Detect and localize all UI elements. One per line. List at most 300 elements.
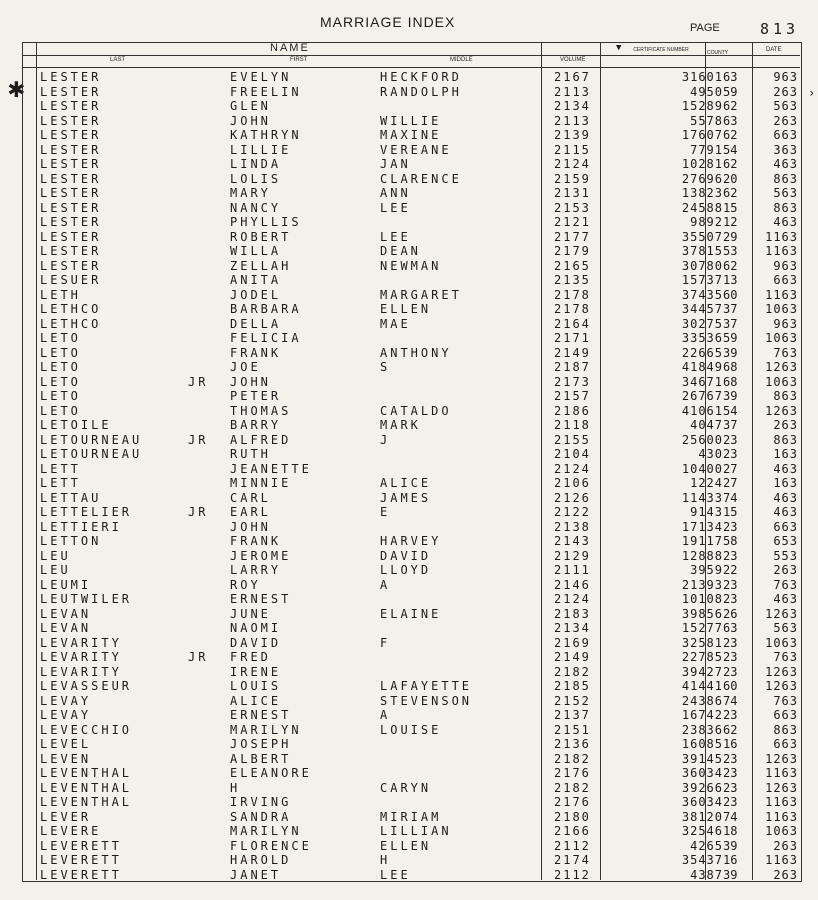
date-cell: 1263 <box>765 606 798 621</box>
star-icon: ✱ <box>8 71 25 104</box>
volume-cell: 2143 <box>554 534 591 548</box>
table-row <box>40 853 800 868</box>
county-cell: 13 <box>723 273 738 287</box>
last-name-cell: LETT <box>40 476 81 490</box>
date-cell: 653 <box>773 534 798 548</box>
table-row <box>40 317 800 332</box>
first-name-cell: JOSEPH <box>230 737 292 751</box>
volume-cell: 2178 <box>554 302 591 316</box>
certificate-cell: 38120 <box>681 809 723 824</box>
first-name-cell: PHYLLIS <box>230 215 302 229</box>
county-cell: 39 <box>723 389 738 403</box>
table-row <box>40 302 800 317</box>
date-cell: 1263 <box>765 751 798 766</box>
date-cell: 1263 <box>765 360 798 374</box>
certificate-cell: 25600 <box>681 432 723 447</box>
certificate-cell: 10108 <box>681 592 723 606</box>
county-cell: 54 <box>723 142 738 157</box>
date-cell: 1163 <box>765 853 798 867</box>
first-name-cell: CARL <box>230 490 271 505</box>
county-cell: 62 <box>723 258 738 273</box>
date-cell: 763 <box>773 345 798 360</box>
volume-cell: 2166 <box>554 824 591 838</box>
date-cell: 763 <box>773 693 798 708</box>
volume-cell: 2149 <box>554 650 591 664</box>
last-name-cell: LEVAN <box>40 606 92 621</box>
last-name-cell: LEVERETT <box>40 838 122 853</box>
table-row <box>40 244 800 259</box>
county-cell: 60 <box>723 679 738 693</box>
date-cell: 863 <box>773 722 798 737</box>
volume-cell: 2111 <box>554 563 591 577</box>
date-cell: 1063 <box>765 302 798 316</box>
county-cell: 23 <box>723 635 738 650</box>
county-cell: 60 <box>723 287 738 302</box>
volume-cell: 2152 <box>554 693 591 708</box>
volume-cell: 2187 <box>554 360 591 374</box>
table-row <box>40 839 800 854</box>
county-cell: 26 <box>723 606 738 621</box>
table-row <box>40 868 800 883</box>
table-row <box>40 114 800 129</box>
last-name-cell: LETO <box>40 345 81 360</box>
volume-cell: 2139 <box>554 128 591 142</box>
certificate-header: CERTIFICATE NUMBER <box>633 47 689 53</box>
first-name-cell: FRANK <box>230 345 282 360</box>
date-cell: 1163 <box>765 795 798 809</box>
last-name-cell: LESTER <box>40 99 102 113</box>
certificate-cell: 3959 <box>690 563 723 577</box>
date-cell: 1063 <box>765 331 798 345</box>
first-name-cell: ALFRED <box>230 432 292 447</box>
volume-cell: 2165 <box>554 258 591 273</box>
volume-cell: 2157 <box>554 389 591 403</box>
date-cell: 963 <box>773 70 798 84</box>
table-row <box>40 781 800 796</box>
county-cell: 74 <box>723 809 738 824</box>
first-name-header: FIRST <box>290 57 308 63</box>
first-name-cell: JOE <box>230 360 261 374</box>
certificate-cell: 41849 <box>681 360 723 374</box>
volume-cell: 2124 <box>554 592 591 606</box>
last-name-header: LAST <box>110 57 126 63</box>
first-name-cell: JODEL <box>230 287 282 302</box>
volume-cell: 2173 <box>554 374 591 389</box>
middle-name-cell: ANTHONY <box>380 345 452 360</box>
county-cell: 23 <box>723 708 738 722</box>
certificate-cell: 10400 <box>681 461 723 476</box>
date-cell: 553 <box>773 548 798 563</box>
table-row <box>40 215 800 230</box>
last-name-cell: LESTER <box>40 229 102 244</box>
volume-cell: 2182 <box>554 751 591 766</box>
table-row <box>40 462 800 477</box>
last-name-cell: LETTIERI <box>40 519 122 534</box>
table-row <box>40 128 800 143</box>
first-name-cell: BARBARA <box>230 302 302 316</box>
middle-name-cell: LEE <box>380 229 411 244</box>
middle-name-cell: H <box>380 853 391 867</box>
table-row <box>40 433 800 448</box>
first-name-cell: KATHRYN <box>230 128 302 142</box>
first-name-cell: ALBERT <box>230 751 292 766</box>
table-row <box>40 360 800 375</box>
date-cell: 263 <box>773 867 798 882</box>
name-header: NAME <box>270 42 310 54</box>
volume-cell: 2167 <box>554 70 591 84</box>
last-name-cell: LESTER <box>40 142 102 157</box>
table-row <box>40 491 800 506</box>
date-cell: 863 <box>773 432 798 447</box>
first-name-cell: DELLA <box>230 316 282 331</box>
certificate-cell: 4047 <box>690 418 723 432</box>
page-number: 813 <box>760 20 800 38</box>
last-name-cell: LEUMI <box>40 577 92 592</box>
last-name-cell: LEVERETT <box>40 867 122 882</box>
last-name-cell: LESTER <box>40 70 102 84</box>
certificate-cell: 16085 <box>681 737 723 751</box>
county-cell: 20 <box>723 171 738 186</box>
table-row <box>40 70 800 85</box>
middle-name-cell: NEWMAN <box>380 258 442 273</box>
county-cell: 63 <box>723 70 738 84</box>
table-row <box>40 824 800 839</box>
first-name-cell: JOHN <box>230 113 271 128</box>
county-cell: 37 <box>723 418 738 432</box>
first-name-cell: ROY <box>230 577 261 592</box>
certificate-cell: 33536 <box>681 331 723 345</box>
date-cell: 463 <box>773 215 798 229</box>
certificate-cell: 22665 <box>681 345 723 360</box>
certificate-cell: 31601 <box>681 70 723 84</box>
first-name-cell: FELICIA <box>230 331 302 345</box>
volume-cell: 2113 <box>554 113 591 128</box>
middle-name-cell: CLARENCE <box>380 171 462 186</box>
table-row <box>40 85 800 100</box>
table-row <box>40 201 800 216</box>
last-name-cell: LETHCO <box>40 302 102 316</box>
table-row <box>40 563 800 578</box>
volume-cell: 2129 <box>554 548 591 563</box>
certificate-cell: 39856 <box>681 606 723 621</box>
middle-name-cell: LLOYD <box>380 563 432 577</box>
date-cell: 1063 <box>765 635 798 650</box>
middle-name-cell: J <box>380 432 391 447</box>
volume-cell: 2146 <box>554 577 591 592</box>
middle-name-cell: LILLIAN <box>380 824 452 838</box>
date-cell: 563 <box>773 621 798 635</box>
volume-cell: 2186 <box>554 403 591 418</box>
county-cell: 39 <box>723 867 738 882</box>
table-row <box>40 259 800 274</box>
certificate-cell: 30780 <box>681 258 723 273</box>
table-row <box>40 157 800 172</box>
table-row <box>40 389 800 404</box>
last-name-cell: LESUER <box>40 273 102 287</box>
volume-cell: 2185 <box>554 679 591 693</box>
county-cell: 63 <box>723 113 738 128</box>
middle-name-cell: E <box>380 505 391 519</box>
first-name-cell: EARL <box>230 505 271 519</box>
certificate-cell: 23836 <box>681 722 723 737</box>
certificate-cell: 21393 <box>681 577 723 592</box>
volume-cell: 2113 <box>554 84 591 99</box>
date-cell: 263 <box>773 84 798 99</box>
county-cell: 23 <box>723 447 738 461</box>
table-row <box>40 810 800 825</box>
county-cell: 68 <box>723 374 738 389</box>
county-cell: 68 <box>723 360 738 374</box>
volume-cell: 2178 <box>554 287 591 302</box>
county-cell: 59 <box>723 331 738 345</box>
certificate-cell: 39427 <box>681 664 723 679</box>
last-name-cell: LESTER <box>40 84 102 99</box>
certificate-cell: 4950 <box>690 84 723 99</box>
first-name-cell: JOHN <box>230 374 271 389</box>
county-cell: 62 <box>723 722 738 737</box>
table-row <box>40 404 800 419</box>
certificate-cell: 24386 <box>681 693 723 708</box>
suffix-cell: JR <box>188 374 209 389</box>
table-row <box>40 99 800 114</box>
last-name-cell: LETO <box>40 331 81 345</box>
first-name-cell: FRANK <box>230 534 282 548</box>
volume-cell: 2182 <box>554 664 591 679</box>
first-name-cell: LARRY <box>230 563 282 577</box>
table-row <box>40 143 800 158</box>
first-name-cell: JANET <box>230 867 282 882</box>
date-header: DATE <box>766 47 782 53</box>
first-name-cell: FLORENCE <box>230 838 312 853</box>
last-name-cell: LETH <box>40 287 81 302</box>
last-name-cell: LEVERETT <box>40 853 122 867</box>
county-cell: 62 <box>723 157 738 171</box>
county-cell: 23 <box>723 780 738 795</box>
date-cell: 1163 <box>765 287 798 302</box>
certificate-cell: 26767 <box>681 389 723 403</box>
date-cell: 763 <box>773 650 798 664</box>
first-name-cell: BARRY <box>230 418 282 432</box>
table-row <box>40 447 800 462</box>
volume-cell: 2112 <box>554 867 591 882</box>
county-cell: 23 <box>723 664 738 679</box>
last-name-cell: LEU <box>40 548 71 563</box>
volume-cell: 2149 <box>554 345 591 360</box>
first-name-cell: IRVING <box>230 795 292 809</box>
volume-cell: 2121 <box>554 215 591 229</box>
last-name-cell: LETO <box>40 360 81 374</box>
volume-header: VOLUME <box>560 57 586 63</box>
middle-name-cell: A <box>380 708 391 722</box>
table-row <box>40 737 800 752</box>
county-cell: 39 <box>723 345 738 360</box>
first-name-cell: RUTH <box>230 447 271 461</box>
table-row <box>40 288 800 303</box>
certificate-cell: 15289 <box>681 99 723 113</box>
county-cell: 23 <box>723 577 738 592</box>
date-cell: 1263 <box>765 780 798 795</box>
certificate-cell: 11433 <box>681 490 723 505</box>
middle-name-cell: HECKFORD <box>380 70 462 84</box>
last-name-cell: LETO <box>40 389 81 403</box>
volume-cell: 2124 <box>554 157 591 171</box>
middle-name-cell: MAE <box>380 316 411 331</box>
table-row <box>40 694 800 709</box>
last-name-cell: LESTER <box>40 244 102 258</box>
first-name-cell: JEANETTE <box>230 461 312 476</box>
last-name-cell: LESTER <box>40 215 102 229</box>
certificate-cell: 22785 <box>681 650 723 664</box>
arrow-right-icon: › <box>808 86 816 100</box>
last-name-cell: LEUTWILER <box>40 592 133 606</box>
volume-cell: 2179 <box>554 244 591 258</box>
volume-cell: 2169 <box>554 635 591 650</box>
date-cell: 963 <box>773 258 798 273</box>
table-row <box>40 172 800 187</box>
last-name-cell: LETO <box>40 374 81 389</box>
first-name-cell: LILLIE <box>230 142 292 157</box>
first-name-cell: ELEANORE <box>230 766 312 780</box>
middle-name-cell: ANN <box>380 186 411 200</box>
column-rule-left <box>36 42 37 880</box>
county-cell: 54 <box>723 403 738 418</box>
certificate-cell: 39145 <box>681 751 723 766</box>
middle-name-cell: ELAINE <box>380 606 442 621</box>
volume-cell: 2104 <box>554 447 591 461</box>
last-name-cell: LEVEN <box>40 751 92 766</box>
last-name-cell: LEVAN <box>40 621 92 635</box>
table-row <box>40 534 800 549</box>
table-row <box>40 795 800 810</box>
first-name-cell: ANITA <box>230 273 282 287</box>
first-name-cell: JUNE <box>230 606 271 621</box>
first-name-cell: LINDA <box>230 157 282 171</box>
first-name-cell: EVELYN <box>230 70 292 84</box>
volume-cell: 2174 <box>554 853 591 867</box>
certificate-cell: 13823 <box>681 186 723 200</box>
county-cell: 58 <box>723 534 738 548</box>
county-cell: 23 <box>723 548 738 563</box>
last-name-cell: LEVASSEUR <box>40 679 133 693</box>
county-cell: 23 <box>723 432 738 447</box>
first-name-cell: NAOMI <box>230 621 282 635</box>
table-row <box>40 607 800 622</box>
certificate-cell: 4387 <box>690 867 723 882</box>
date-cell: 463 <box>773 461 798 476</box>
county-cell: 29 <box>723 229 738 244</box>
volume-cell: 2122 <box>554 505 591 519</box>
date-cell: 863 <box>773 389 798 403</box>
table-row <box>40 679 800 694</box>
certificate-cell: 30275 <box>681 316 723 331</box>
certificate-cell: 36034 <box>681 795 723 809</box>
middle-name-cell: JAMES <box>380 490 432 505</box>
certificate-cell: 32546 <box>681 824 723 838</box>
county-cell: 74 <box>723 693 738 708</box>
last-name-cell: LETTON <box>40 534 102 548</box>
volume-cell: 2153 <box>554 200 591 215</box>
last-name-cell: LESTER <box>40 157 102 171</box>
first-name-cell: MARY <box>230 186 271 200</box>
middle-name-cell: DEAN <box>380 244 421 258</box>
first-name-cell: ZELLAH <box>230 258 292 273</box>
volume-cell: 2131 <box>554 186 591 200</box>
volume-cell: 2159 <box>554 171 591 186</box>
table-row <box>40 752 800 767</box>
certificate-cell: 5578 <box>690 113 723 128</box>
date-cell: 963 <box>773 316 798 331</box>
last-name-cell: LETT <box>40 461 81 476</box>
last-name-cell: LEVENTHAL <box>40 795 133 809</box>
table-row <box>40 621 800 636</box>
date-cell: 1163 <box>765 229 798 244</box>
certificate-cell: 36034 <box>681 766 723 780</box>
table-row <box>40 592 800 607</box>
middle-name-cell: LEE <box>380 200 411 215</box>
volume-cell: 2171 <box>554 331 591 345</box>
middle-name-cell: ELLEN <box>380 838 432 853</box>
header-bottom-line <box>22 67 800 68</box>
last-name-cell: LEVER <box>40 809 92 824</box>
certificate-cell: 19117 <box>681 534 723 548</box>
county-cell: 27 <box>723 476 738 490</box>
certificate-cell: 35437 <box>681 853 723 867</box>
table-row <box>40 418 800 433</box>
table-row <box>40 375 800 390</box>
middle-name-cell: MARGARET <box>380 287 462 302</box>
first-name-cell: ROBERT <box>230 229 292 244</box>
table-row <box>40 331 800 346</box>
arrow-down-icon: ▼ <box>616 43 622 53</box>
date-cell: 563 <box>773 99 798 113</box>
volume-cell: 2176 <box>554 795 591 809</box>
certificate-cell: 17134 <box>681 519 723 534</box>
first-name-cell: DAVID <box>230 635 282 650</box>
volume-cell: 2182 <box>554 780 591 795</box>
last-name-cell: LESTER <box>40 171 102 186</box>
middle-name-cell: LOUISE <box>380 722 442 737</box>
certificate-cell: 39266 <box>681 780 723 795</box>
middle-name-cell: JAN <box>380 157 411 171</box>
certificate-cell: 35507 <box>681 229 723 244</box>
date-cell: 763 <box>773 577 798 592</box>
county-header: COUNTY <box>707 50 729 56</box>
volume-cell: 2126 <box>554 490 591 505</box>
first-name-cell: SANDRA <box>230 809 292 824</box>
first-name-cell: NANCY <box>230 200 282 215</box>
county-cell: 27 <box>723 461 738 476</box>
county-cell: 23 <box>723 650 738 664</box>
date-cell: 363 <box>773 142 798 157</box>
last-name-cell: LETOILE <box>40 418 112 432</box>
date-cell: 1263 <box>765 403 798 418</box>
volume-cell: 2151 <box>554 722 591 737</box>
middle-name-header: MIDDLE <box>450 57 473 63</box>
first-name-cell: JEROME <box>230 548 292 563</box>
middle-name-cell: S <box>380 360 391 374</box>
last-name-cell: LEVAY <box>40 693 92 708</box>
volume-cell: 2115 <box>554 142 591 157</box>
middle-name-cell: MAXINE <box>380 128 442 142</box>
date-cell: 1163 <box>765 244 798 258</box>
date-cell: 463 <box>773 157 798 171</box>
certificate-cell: 15277 <box>681 621 723 635</box>
last-name-cell: LESTER <box>40 186 102 200</box>
county-cell: 16 <box>723 853 738 867</box>
volume-cell: 2134 <box>554 621 591 635</box>
county-cell: 74 <box>723 490 738 505</box>
date-cell: 463 <box>773 592 798 606</box>
